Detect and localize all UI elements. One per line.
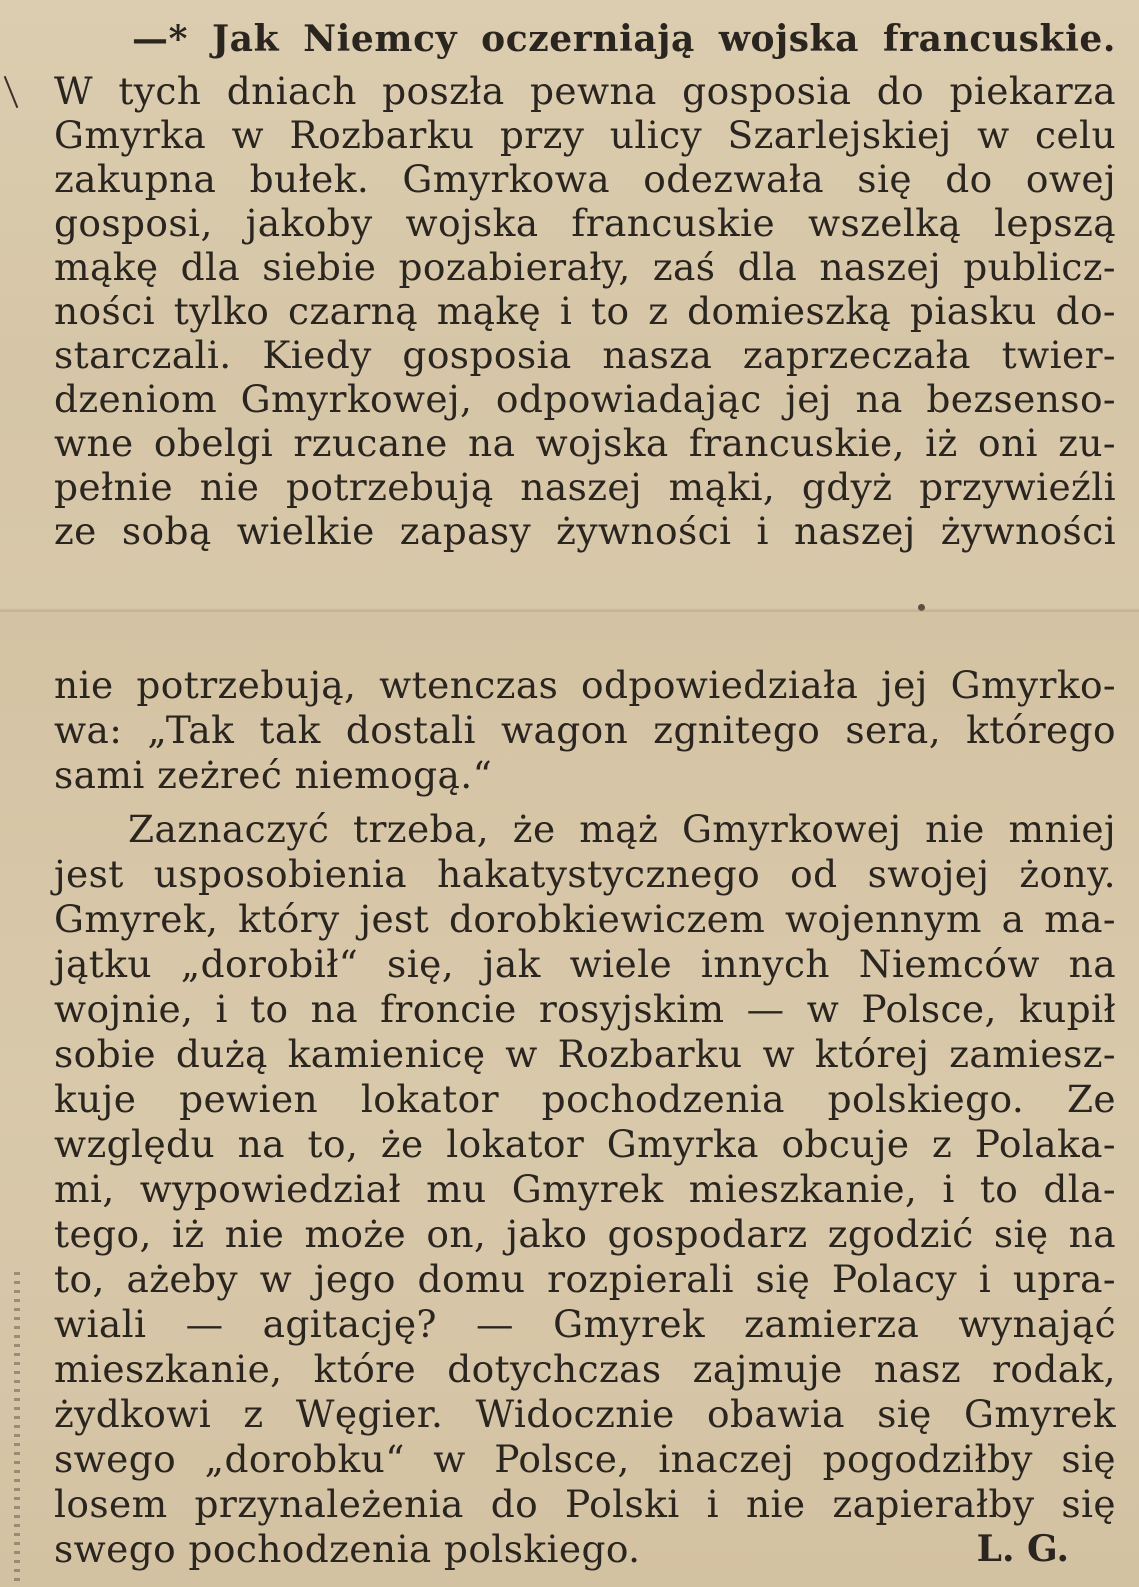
paragraph-line: dzeniom Gmyrkowej, odpowiadając jej na bezsenso- bbox=[54, 377, 1116, 421]
paragraph-line: mąkę dla siebie pozabierały, zaś dla naszej publicz- bbox=[54, 245, 1116, 289]
paragraph-line: pełnie nie potrzebują naszej mąki, gdyż przywieźli bbox=[54, 465, 1116, 509]
clipping-top bbox=[0, 0, 1139, 612]
paragraph-line: Zaznaczyć trzeba, że mąż Gmyrkowej nie mniej bbox=[128, 807, 1116, 851]
clipping-bottom bbox=[0, 612, 1139, 1587]
article-headline: —* Jak Niemcy oczerniają wojska francuskie. bbox=[132, 18, 1116, 60]
paragraph-line: żydkowi z Węgier. Widocznie obawia się Gmyrek bbox=[54, 1392, 1116, 1436]
paragraph-line: jest usposobienia hakatystycznego od swojej żony. bbox=[54, 852, 1116, 896]
pencil-mark bbox=[4, 76, 19, 108]
paragraph-line: Gmyrek, który jest dorobkiewiczem wojennym a ma- bbox=[54, 897, 1116, 941]
paragraph-line: W tych dniach poszła pewna gosposia do piekarza bbox=[54, 69, 1116, 113]
paragraph-line: swego „dorobku“ w Polsce, inaczej pogodziłby się bbox=[54, 1437, 1116, 1481]
paragraph-line: nie potrzebują, wtenczas odpowiedziała jej Gmyrko- bbox=[54, 663, 1116, 707]
paragraph-line: względu na to, że lokator Gmyrka obcuje z Polaka- bbox=[54, 1122, 1116, 1166]
paragraph-line: losem przynależenia do Polski i nie zapierałby się bbox=[54, 1482, 1116, 1526]
author-signature: L. G. bbox=[976, 1528, 1069, 1570]
paragraph-line: wne obelgi rzucane na wojska francuskie, iż oni zu- bbox=[54, 421, 1116, 465]
paragraph-line: ności tylko czarną mąkę i to z domieszką piasku do- bbox=[54, 289, 1116, 333]
paragraph-line: wa: „Tak tak dostali wagon zgnitego sera, którego bbox=[54, 708, 1116, 752]
paragraph-line: zakupna bułek. Gmyrkowa odezwała się do owej bbox=[54, 157, 1116, 201]
paragraph-line: mi, wypowiedział mu Gmyrek mieszkanie, i to dla- bbox=[54, 1167, 1116, 1211]
paragraph-line: wiali — agitację? — Gmyrek zamierza wynająć bbox=[54, 1302, 1116, 1346]
paragraph-line: sobie dużą kamienicę w Rozbarku w której zamiesz- bbox=[54, 1032, 1116, 1076]
paragraph-line: sami zeżreć niemogą.“ bbox=[54, 753, 493, 797]
paragraph-line: wojnie, i to na froncie rosyjskim — w Polsce, kupił bbox=[54, 987, 1116, 1031]
paragraph-line: mieszkanie, które dotychczas zajmuje nasz rodak, bbox=[54, 1347, 1116, 1391]
paragraph-line: jątku „dorobił“ się, jak wiele innych Niemców na bbox=[54, 942, 1116, 986]
paragraph-line: ze sobą wielkie zapasy żywności i naszej żywności bbox=[54, 509, 1116, 553]
paragraph-line: gosposi, jakoby wojska francuskie wszelką lepszą bbox=[54, 201, 1116, 245]
paragraph-line: swego pochodzenia polskiego. bbox=[54, 1527, 641, 1571]
paragraph-line: starczali. Kiedy gosposia nasza zaprzeczała twier- bbox=[54, 333, 1116, 377]
paragraph-line: tego, iż nie może on, jako gospodarz zgodzić się na bbox=[54, 1212, 1116, 1256]
paragraph-line: to, ażeby w jego domu rozpierali się Polacy i upra- bbox=[54, 1257, 1116, 1301]
paragraph-line: Gmyrka w Rozbarku przy ulicy Szarlejskiej w celu bbox=[54, 113, 1116, 157]
paragraph-line: kuje pewien lokator pochodzenia polskiego. Ze bbox=[54, 1077, 1116, 1121]
torn-edge bbox=[14, 1272, 20, 1587]
